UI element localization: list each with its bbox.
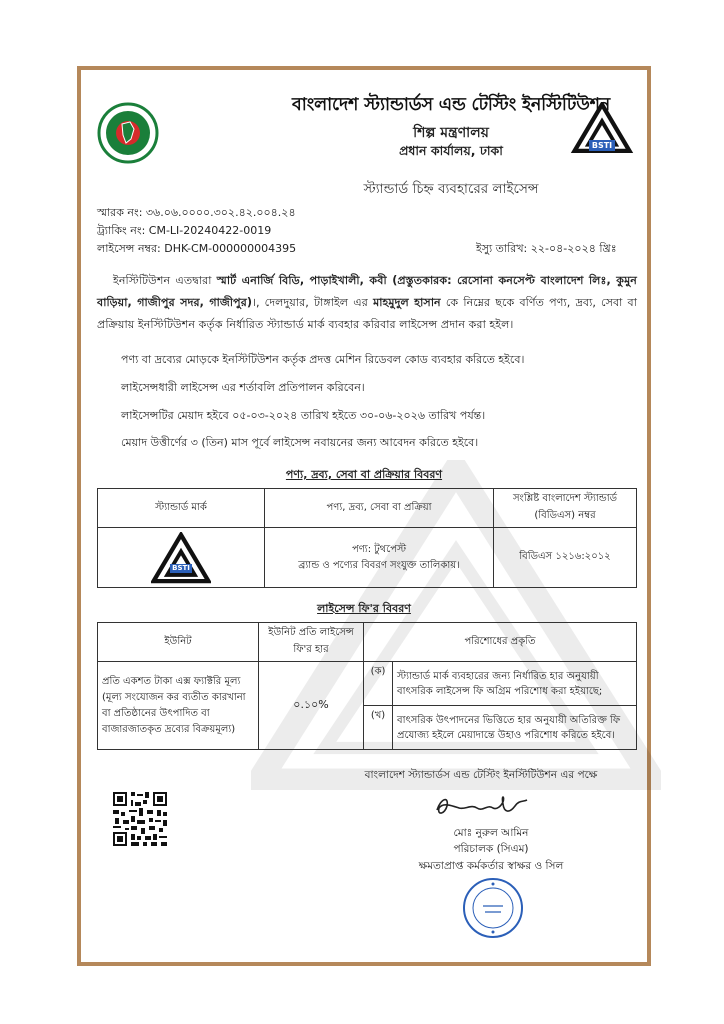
signature-image — [431, 788, 531, 824]
product-cell — [265, 528, 494, 588]
table-row — [98, 623, 637, 662]
official-seal-icon — [461, 876, 525, 940]
para-intro: ইনস্টিটিউশন এতদ্বারা — [113, 274, 212, 287]
bds-number: বিডিএস ১২১৬:২০১২ — [494, 528, 637, 588]
qr-code-icon — [111, 790, 169, 848]
condition-item: লাইসেন্সধারী লাইসেন্স এর শর্তাবলি প্রতিপালন করিবেন। — [121, 381, 365, 394]
institute-name: বাংলাদেশ স্ট্যান্ডার্ডস এন্ড টেস্টিং ইনস্টিটিউশন — [291, 95, 611, 115]
company-name: স্মার্ট এনার্জি বিডি, পাড়াইখালী, কবী (প্রস্তুতকারক: রেসোনা কনসেপ্ট বাংলাদেশ লিঃ, কুমুন বাড়িয়া, গাজীপুর সদর, গাজীপুর) — [97, 274, 637, 309]
brand-note: ব্র্যান্ড ও পণ্যের বিবরণ সংযুক্ত তালিকায়। — [298, 559, 460, 571]
table-header-cell: ইউনিট — [98, 623, 259, 662]
table-header-cell: স্ট্যান্ডার্ড মার্ক — [98, 489, 265, 528]
fee-table — [97, 622, 637, 750]
payment-text: বাৎসরিক উৎপাদনের ভিত্তিতে হার অনুযায়ী অতিরিক্ত ফি প্রযোজ্য হইলে মেয়াদান্তে উহাও পরিশোধ করিতে হইবে। — [393, 706, 637, 750]
issue-date: ইস্যু তারিখ: ২২-০৪-২০২৪ খ্রিঃ — [476, 242, 617, 255]
condition-item: লাইসেন্সটির মেয়াদ হইবে ০৫-০৩-২০২৪ তারিখ হইতে ৩০-০৬-২০২৬ তারিখ পর্যন্ত। — [121, 409, 486, 422]
table-header-cell: পরিশোধের প্রকৃতি — [364, 623, 637, 662]
license-number: লাইসেন্স নম্বর: DHK-CM-000000004395 — [97, 242, 297, 255]
government-logo-icon — [97, 102, 159, 164]
table-row — [98, 662, 637, 706]
para-end: কে নিম্নের ছকে বর্ণিত পণ্য, দ্রব্য, সেবা বা প্রক্রিয়ায় ইনস্টিটিউশন কর্তৃক নির্ধারিত স্ট্যান্ডার্ড মার্ক ব্যবহার করিবার লাইসেন্স প্রদান করা হইল। — [97, 296, 638, 331]
office-name: প্রধান কার্যালয়, ঢাকা — [399, 143, 503, 158]
owner-name: মাহমুদুল হাসান — [373, 296, 441, 309]
condition-item: মেয়াদ উত্তীর্ণের ৩ (তিন) মাস পূর্বে লাইসেন্স নবায়নের জন্য আবেদন করিতে হইবে। — [121, 436, 479, 449]
bsti-logo-text: BSTI — [589, 140, 615, 151]
table-header-cell: ইউনিট প্রতি লাইসেন্স ফি'র হার — [259, 623, 364, 662]
standard-mark-cell — [98, 528, 265, 588]
bsti-triangle-icon — [151, 532, 211, 584]
table-header-cell: পণ্য, দ্রব্য, সেবা বা প্রক্রিয়া — [265, 489, 494, 528]
document-title: স্ট্যান্ডার্ড চিহ্ন ব্যবহারের লাইসেন্স — [363, 181, 539, 197]
condition-item: পণ্য বা দ্রব্যের মোড়কে ইনস্টিটিউশন কর্তৃক প্রদত্ত মেশিন রিডেবল কোড ব্যবহার করিতে হইবে। — [121, 353, 525, 366]
license-paragraph — [97, 270, 637, 336]
memo-number: স্মারক নং: ৩৬.০৬.০০০০.৩০২.৪২.০০৪.২৪ — [97, 206, 296, 219]
certificate-frame — [77, 66, 651, 966]
signatory-designation: পরিচালক (সিএম) — [453, 843, 529, 855]
payment-mark: (খ) — [364, 706, 393, 750]
table-row — [98, 489, 637, 528]
standard-mark-logo — [151, 532, 211, 584]
bsti-logo-text: BSTI — [170, 564, 192, 573]
fee-rate: ০.১০% — [259, 662, 364, 750]
unit-cell: প্রতি একশত টাকা এক্স ফ্যাক্টরি মূল্য (মূল্য সংযোজন কর ব্যতীত কারখানা বা প্রতিষ্ঠানের উৎপাদিত বা বাজারজাতকৃত দ্রব্যের বিক্রয়মূল্য) — [98, 662, 259, 750]
signatory-name: মোঃ নুরুল আমিন — [453, 827, 529, 839]
product-name: পণ্য: টুথপেস্ট — [351, 543, 407, 555]
ministry-name: শিল্প মন্ত্রণালয় — [413, 125, 489, 141]
table-header-cell: সংশ্লিষ্ট বাংলাদেশ স্ট্যান্ডার্ড (বিডিএস) নম্বর — [494, 489, 637, 528]
table-row — [98, 528, 637, 588]
signatory-authority: ক্ষমতাপ্রাপ্ত কর্মকর্তার স্বাক্ষর ও সিল — [418, 860, 564, 872]
tracking-number: ট্র্যাকিং নং: CM-LI-20240422-0019 — [97, 224, 272, 237]
product-table-title: পণ্য, দ্রব্য, সেবা বা প্রক্রিয়ার বিবরণ — [285, 468, 443, 481]
payment-text: স্ট্যান্ডার্ড মার্ক ব্যবহারের জন্য নির্ধারিত হার অনুযায়ী বাৎসরিক লাইসেন্স ফি অগ্রিম পরিশোধ করা হইয়াছে; — [393, 662, 637, 706]
product-table — [97, 488, 637, 588]
fee-table-title: লাইসেন্স ফি'র বিবরণ — [317, 602, 411, 615]
on-behalf-text: বাংলাদেশ স্ট্যান্ডার্ডস এন্ড টেস্টিং ইনস্টিটিউশন এর পক্ষে — [364, 769, 598, 781]
para-middle: ।, দেলদুয়ার, টাঙ্গাইল এর — [252, 296, 368, 309]
payment-mark: (ক) — [364, 662, 393, 706]
